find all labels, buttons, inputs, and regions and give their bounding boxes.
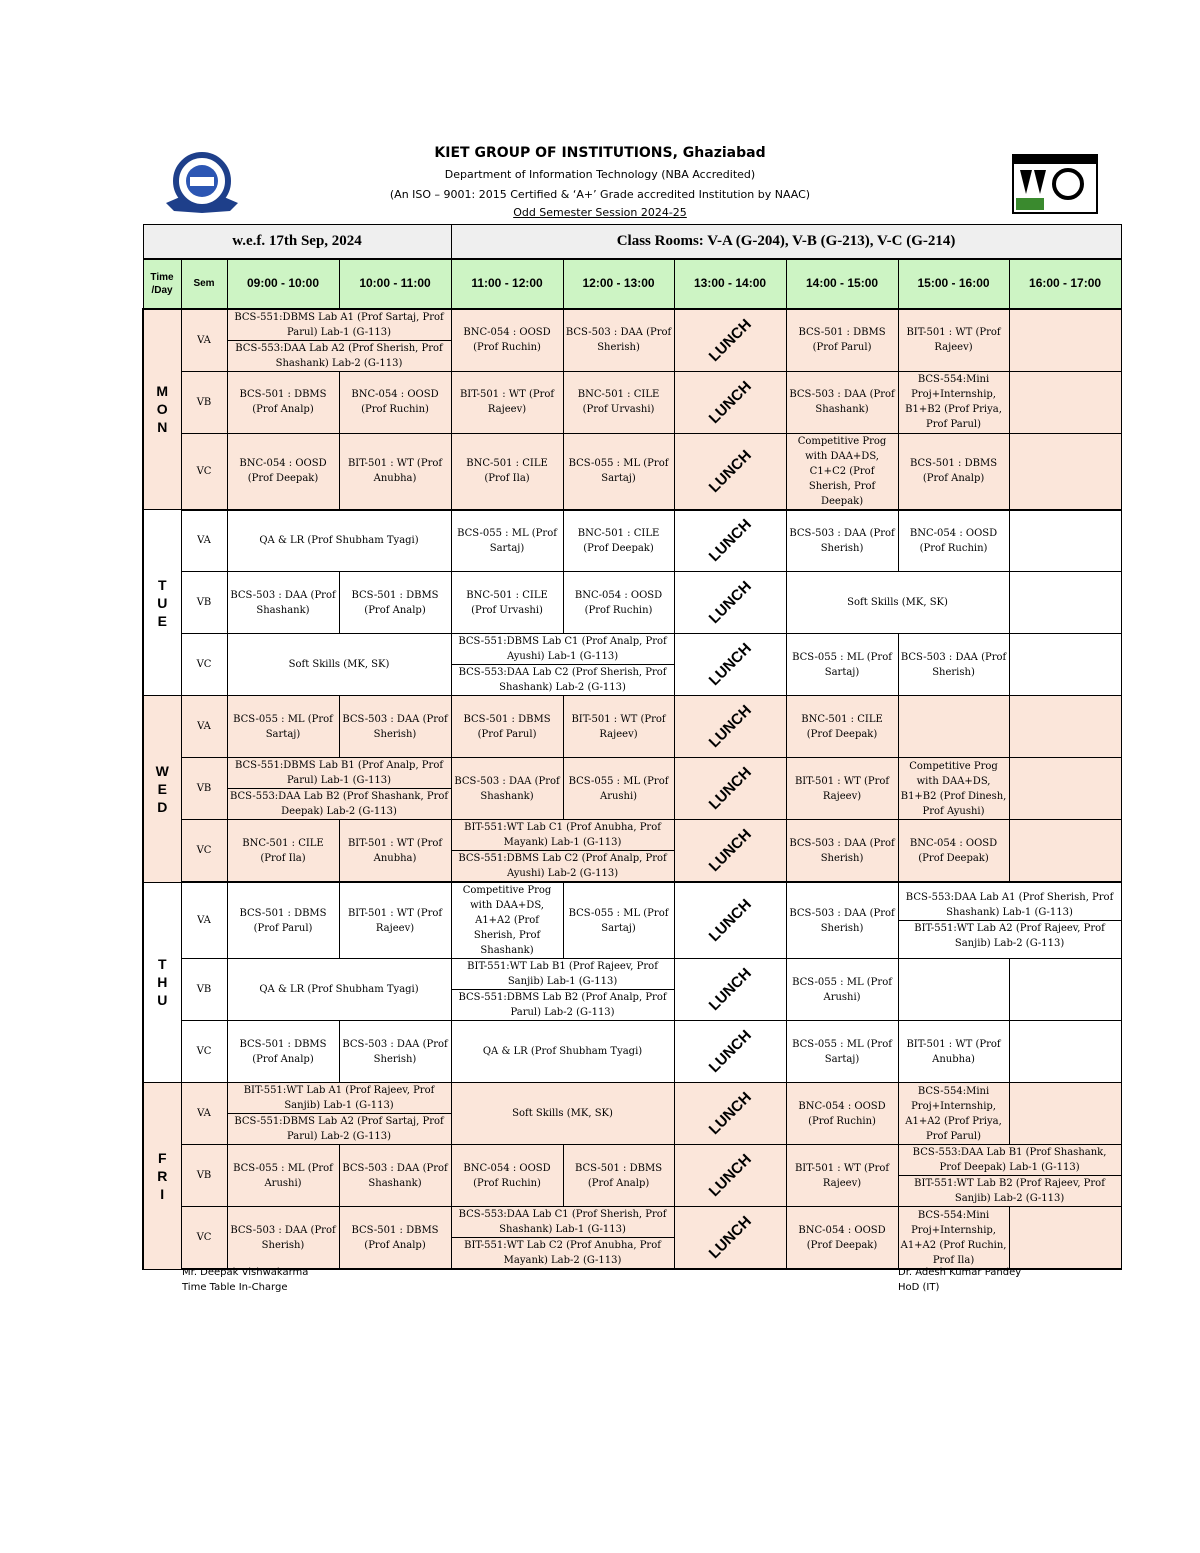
institution-title: KIET GROUP OF INSTITUTIONS, Ghaziabad — [434, 145, 766, 161]
empty-cell — [898, 696, 1009, 758]
empty-cell — [1009, 758, 1121, 820]
lunch-label: LUNCH — [705, 446, 755, 496]
lunch-cell — [674, 820, 786, 883]
class-cell: BCS-501 : DBMS (Prof Parul) — [451, 696, 563, 758]
lab-entry: BIT-551:WT Lab C2 (Prof Anubha, Prof Mayank) Lab-2 (G-113) — [464, 1240, 661, 1266]
empty-cell — [1009, 696, 1121, 758]
class-cell: Soft Skills (MK, SK) — [227, 634, 451, 696]
section-vc: VC — [181, 433, 227, 510]
lab-cell — [451, 959, 674, 1021]
section-vc: VC — [181, 820, 227, 883]
lab-entry: BCS-551:DBMS Lab B2 (Prof Analp, Prof Parul) Lab-2 (G-113) — [458, 992, 667, 1018]
lab-entry: BIT-551:WT Lab B2 (Prof Rajeev, Prof Sanjib) Lab-2 (G-113) — [914, 1178, 1105, 1204]
lunch-cell — [674, 1207, 786, 1270]
lab-cell — [227, 758, 451, 820]
class-cell: BCS-554:Mini Proj+Internship, B1+B2 (Prof Priya, Prof Parul) — [898, 371, 1009, 433]
lab-entry: BCS-553:DAA Lab C2 (Prof Sherish, Prof Shashank) Lab-2 (G-113) — [458, 667, 667, 693]
section-va: VA — [181, 1083, 227, 1145]
hod-signature — [898, 1265, 1021, 1295]
day-mon: M O N — [143, 309, 181, 510]
section-va: VA — [181, 882, 227, 959]
lab-cell — [898, 882, 1121, 959]
lunch-label: LUNCH — [705, 701, 755, 752]
empty-cell — [1009, 959, 1121, 1021]
class-cell: BNC-054 : OOSD (Prof Ruchin) — [563, 572, 674, 634]
lunch-label: LUNCH — [705, 964, 755, 1015]
slot-header: 11:00 - 12:00 — [451, 259, 563, 309]
lunch-cell — [674, 309, 786, 372]
sem-header: Sem — [181, 259, 227, 309]
class-cell: BNC-054 : OOSD (Prof Ruchin) — [451, 309, 563, 372]
empty-cell — [1009, 371, 1121, 433]
class-cell: BCS-055 : ML (Prof Sartaj) — [563, 882, 674, 959]
lunch-label: LUNCH — [705, 516, 755, 566]
class-cell: BIT-501 : WT (Prof Rajeev) — [786, 1145, 898, 1207]
class-cell: BNC-501 : CILE (Prof Ila) — [451, 433, 563, 510]
slot-header: 10:00 - 11:00 — [339, 259, 451, 309]
section-vc: VC — [181, 634, 227, 696]
class-cell: BCS-503 : DAA (Prof Sherish) — [227, 1207, 339, 1270]
section-vc: VC — [181, 1207, 227, 1270]
empty-cell — [1009, 572, 1121, 634]
hod-name: Dr. Adesh Kumar Pandey — [898, 1267, 1022, 1278]
class-cell: BCS-055 : ML (Prof Sartaj) — [227, 696, 339, 758]
class-cell: BNC-054 : OOSD (Prof Deepak) — [227, 433, 339, 510]
class-cell: Competitive Prog with DAA+DS, B1+B2 (Prof Dinesh, Prof Ayushi) — [898, 758, 1009, 820]
class-cell: BNC-501 : CILE (Prof Ila) — [227, 820, 339, 883]
class-cell: BNC-054 : OOSD (Prof Ruchin) — [339, 371, 451, 433]
slot-header: 12:00 - 13:00 — [563, 259, 674, 309]
incharge-role: Time Table In-Charge — [182, 1282, 288, 1293]
lab-entry: BCS-553:DAA Lab B2 (Prof Shashank, Prof Deepak) Lab-2 (G-113) — [229, 791, 449, 817]
lunch-cell — [674, 371, 786, 433]
empty-cell — [1009, 820, 1121, 883]
section-va: VA — [181, 510, 227, 572]
day-tue: T U E — [143, 510, 181, 696]
wef-date: w.e.f. 17th Sep, 2024 — [143, 225, 451, 259]
lunch-label: LUNCH — [705, 825, 755, 876]
lunch-label: LUNCH — [705, 895, 755, 946]
class-cell: BCS-503 : DAA (Prof Sherish) — [786, 510, 898, 572]
lunch-cell — [674, 696, 786, 758]
class-cell: BIT-501 : WT (Prof Anubha) — [339, 820, 451, 883]
section-vc: VC — [181, 1021, 227, 1083]
lab-entry: BIT-551:WT Lab B1 (Prof Rajeev, Prof Sanjib) Lab-1 (G-113) — [452, 959, 674, 990]
class-cell: BCS-055 : ML (Prof Arushi) — [563, 758, 674, 820]
department-line: Department of Information Technology (NBA Accredited) — [444, 168, 756, 181]
time-day-header: Time /Day — [143, 259, 181, 309]
lunch-cell — [674, 1145, 786, 1207]
section-va: VA — [181, 696, 227, 758]
lunch-label: LUNCH — [705, 763, 755, 814]
lab-cell — [451, 634, 674, 696]
class-cell: BNC-054 : OOSD (Prof Ruchin) — [786, 1083, 898, 1145]
lab-entry: BCS-553:DAA Lab C1 (Prof Sherish, Prof Shashank) Lab-1 (G-113) — [452, 1207, 674, 1238]
class-cell: BNC-501 : CILE (Prof Urvashi) — [451, 572, 563, 634]
class-cell: BIT-501 : WT (Prof Rajeev) — [786, 758, 898, 820]
lab-entry: BIT-551:WT Lab A2 (Prof Rajeev, Prof Sanjib) Lab-2 (G-113) — [914, 923, 1105, 949]
empty-cell — [1009, 433, 1121, 510]
class-cell: BIT-501 : WT (Prof Rajeev) — [563, 696, 674, 758]
class-cell: BCS-554:Mini Proj+Internship, A1+A2 (Prof Priya, Prof Parul) — [898, 1083, 1009, 1145]
empty-cell — [1009, 1207, 1121, 1270]
lab-entry: BCS-551:DBMS Lab C2 (Prof Analp, Prof Ayushi) Lab-2 (G-113) — [458, 853, 667, 879]
empty-cell — [1009, 1021, 1121, 1083]
class-cell: BCS-055 : ML (Prof Arushi) — [227, 1145, 339, 1207]
class-cell: BCS-503 : DAA (Prof Sherish) — [898, 634, 1009, 696]
class-cell: BNC-501 : CILE (Prof Urvashi) — [563, 371, 674, 433]
class-cell: Soft Skills (MK, SK) — [451, 1083, 674, 1145]
lunch-cell — [674, 882, 786, 959]
class-cell: BCS-503 : DAA (Prof Shashank) — [451, 758, 563, 820]
class-cell: BCS-501 : DBMS (Prof Analp) — [898, 433, 1009, 510]
section-va: VA — [181, 309, 227, 372]
lab-cell — [227, 309, 451, 372]
day-thu: T H U — [143, 882, 181, 1083]
class-cell: BCS-503 : DAA (Prof Sherish) — [339, 1021, 451, 1083]
class-cell: BNC-054 : OOSD (Prof Ruchin) — [451, 1145, 563, 1207]
incharge-signature — [182, 1265, 308, 1295]
class-cell: BCS-055 : ML (Prof Sartaj) — [786, 1021, 898, 1083]
kiet-logo — [160, 151, 244, 217]
class-cell: BCS-503 : DAA (Prof Sherish) — [786, 820, 898, 883]
slot-header: 13:00 - 14:00 — [674, 259, 786, 309]
timetable — [142, 224, 1122, 1270]
lunch-cell — [674, 959, 786, 1021]
lunch-cell — [674, 1083, 786, 1145]
class-cell: BCS-501 : DBMS (Prof Parul) — [227, 882, 339, 959]
class-cell: Soft Skills (MK, SK) — [786, 572, 1009, 634]
class-cell: BCS-501 : DBMS (Prof Analp) — [563, 1145, 674, 1207]
section-vb: VB — [181, 1145, 227, 1207]
lunch-label: LUNCH — [705, 1212, 755, 1263]
class-cell: BCS-503 : DAA (Prof Shashank) — [339, 1145, 451, 1207]
class-cell: BCS-501 : DBMS (Prof Analp) — [227, 371, 339, 433]
class-cell: Competitive Prog with DAA+DS, C1+C2 (Prof Sherish, Prof Deepak) — [786, 433, 898, 510]
section-vb: VB — [181, 371, 227, 433]
class-cell: BNC-054 : OOSD (Prof Deepak) — [786, 1207, 898, 1270]
lunch-label: LUNCH — [705, 639, 755, 690]
class-cell: Competitive Prog with DAA+DS, A1+A2 (Prof Sherish, Prof Shashank) — [451, 882, 563, 959]
lunch-label: LUNCH — [705, 315, 755, 365]
lunch-cell — [674, 1021, 786, 1083]
class-cell: BIT-501 : WT (Prof Rajeev) — [898, 309, 1009, 372]
class-cell: BNC-501 : CILE (Prof Deepak) — [563, 510, 674, 572]
class-cell: BIT-501 : WT (Prof Anubha) — [339, 433, 451, 510]
empty-cell — [1009, 510, 1121, 572]
lab-cell — [451, 820, 674, 883]
lab-cell — [451, 1207, 674, 1270]
class-cell: BCS-501 : DBMS (Prof Analp) — [227, 1021, 339, 1083]
class-cell: BCS-055 : ML (Prof Arushi) — [786, 959, 898, 1021]
lunch-label: LUNCH — [705, 1026, 755, 1077]
lunch-label: LUNCH — [705, 377, 755, 427]
lab-entry: BCS-553:DAA Lab B1 (Prof Shashank, Prof Deepak) Lab-1 (G-113) — [899, 1145, 1121, 1176]
empty-cell — [1009, 309, 1121, 372]
class-cell: BCS-501 : DBMS (Prof Parul) — [786, 309, 898, 372]
empty-cell — [898, 959, 1009, 1021]
empty-cell — [1009, 1083, 1121, 1145]
lab-entry: BCS-553:DAA Lab A1 (Prof Sherish, Prof Shashank) Lab-1 (G-113) — [899, 890, 1121, 921]
lab-entry: BCS-551:DBMS Lab B1 (Prof Analp, Prof Parul) Lab-1 (G-113) — [228, 758, 451, 789]
class-cell: QA & LR (Prof Shubham Tyagi) — [227, 959, 451, 1021]
section-vb: VB — [181, 572, 227, 634]
hod-role: HoD (IT) — [898, 1282, 940, 1293]
lunch-label: LUNCH — [705, 1088, 755, 1139]
class-cell: QA & LR (Prof Shubham Tyagi) — [451, 1021, 674, 1083]
lunch-cell — [674, 510, 786, 572]
class-cell: BCS-503 : DAA (Prof Sherish) — [339, 696, 451, 758]
day-fri: F R I — [143, 1083, 181, 1270]
class-cell: BCS-503 : DAA (Prof Shashank) — [786, 371, 898, 433]
slot-header: 16:00 - 17:00 — [1009, 259, 1121, 309]
class-cell: BIT-501 : WT (Prof Rajeev) — [339, 882, 451, 959]
lab-entry: BIT-551:WT Lab C1 (Prof Anubha, Prof Mayank) Lab-1 (G-113) — [452, 820, 674, 851]
class-cell: QA & LR (Prof Shubham Tyagi) — [227, 510, 451, 572]
slot-header: 14:00 - 15:00 — [786, 259, 898, 309]
class-cell: BIT-501 : WT (Prof Rajeev) — [451, 371, 563, 433]
lab-entry: BCS-551:DBMS Lab C1 (Prof Analp, Prof Ayushi) Lab-1 (G-113) — [452, 634, 674, 665]
lab-entry: BCS-553:DAA Lab A2 (Prof Sherish, Prof Shashank) Lab-2 (G-113) — [235, 342, 443, 369]
slot-header: 09:00 - 10:00 — [227, 259, 339, 309]
lunch-label: LUNCH — [705, 577, 755, 628]
class-cell: BCS-554:Mini Proj+Internship, A1+A2 (Prof Ruchin, Prof Ila) — [898, 1207, 1009, 1270]
empty-cell — [1009, 634, 1121, 696]
section-vb: VB — [181, 959, 227, 1021]
incharge-name: Mr. Deepak Vishwakarma — [182, 1267, 309, 1278]
day-wed: W E D — [143, 696, 181, 883]
class-cell: BCS-501 : DBMS (Prof Analp) — [339, 572, 451, 634]
lab-entry: BCS-551:DBMS Lab A2 (Prof Sartaj, Prof Parul) Lab-2 (G-113) — [234, 1116, 444, 1142]
class-cell: BNC-054 : OOSD (Prof Deepak) — [898, 820, 1009, 883]
class-cell: BNC-501 : CILE (Prof Deepak) — [786, 696, 898, 758]
lab-entry: BIT-551:WT Lab A1 (Prof Rajeev, Prof Sanjib) Lab-1 (G-113) — [228, 1083, 451, 1114]
section-vb: VB — [181, 758, 227, 820]
lunch-cell — [674, 634, 786, 696]
lab-entry: BCS-551:DBMS Lab A1 (Prof Sartaj, Prof Parul) Lab-1 (G-113) — [228, 310, 451, 341]
class-cell: BCS-503 : DAA (Prof Sherish) — [563, 309, 674, 372]
lab-cell — [898, 1145, 1121, 1207]
class-cell: BNC-054 : OOSD (Prof Ruchin) — [898, 510, 1009, 572]
lab-cell — [227, 1083, 451, 1145]
class-cell: BCS-501 : DBMS (Prof Analp) — [339, 1207, 451, 1270]
slot-header: 15:00 - 16:00 — [898, 259, 1009, 309]
session-line: Odd Semester Session 2024-25 — [513, 206, 687, 219]
accreditation-line: (An ISO – 9001: 2015 Certified & ‘A+’ Grade accredited Institution by NAAC) — [389, 188, 811, 201]
class-cell: BCS-503 : DAA (Prof Sherish) — [786, 882, 898, 959]
class-cell: BCS-503 : DAA (Prof Shashank) — [227, 572, 339, 634]
lunch-cell — [674, 433, 786, 510]
class-cell: BCS-055 : ML (Prof Sartaj) — [786, 634, 898, 696]
class-cell: BCS-055 : ML (Prof Sartaj) — [451, 510, 563, 572]
lunch-cell — [674, 572, 786, 634]
iso-dnv-logo — [1012, 154, 1098, 214]
lunch-label: LUNCH — [705, 1150, 755, 1201]
class-cell: BIT-501 : WT (Prof Anubha) — [898, 1021, 1009, 1083]
class-rooms: Class Rooms: V-A (G-204), V-B (G-213), V-C (G-214) — [451, 225, 1121, 259]
class-cell: BCS-055 : ML (Prof Sartaj) — [563, 433, 674, 510]
lunch-cell — [674, 758, 786, 820]
